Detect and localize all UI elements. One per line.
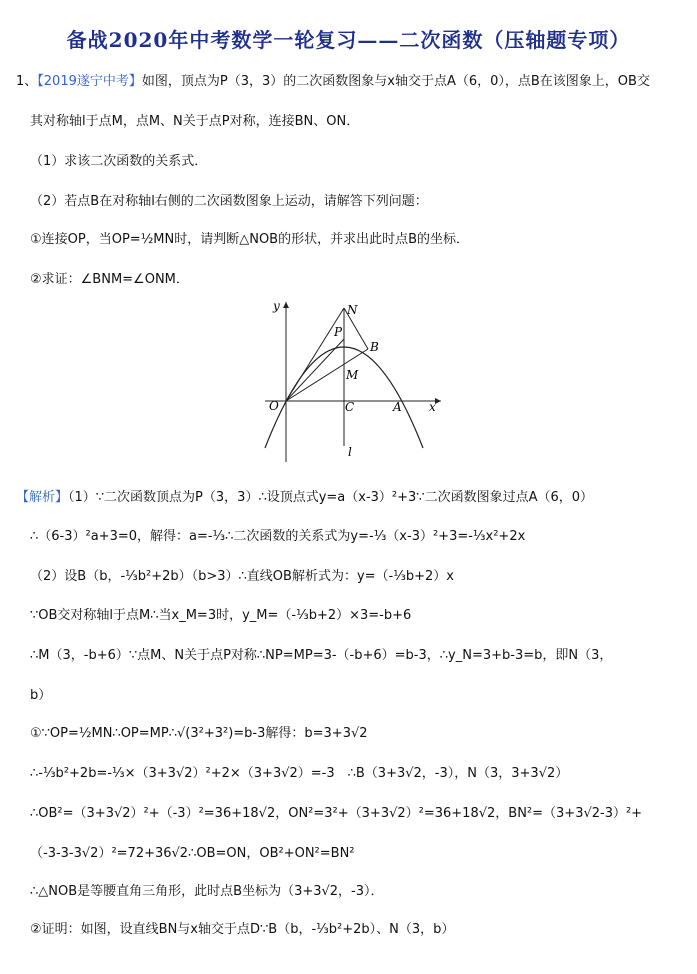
- document-title: 备战2020年中考数学一轮复习——二次函数（压轴题专项）: [66, 28, 631, 52]
- solution-line-7: ①∵OP=½MN∴OP=MP∴√(3²+3²)=b-3解得：b=3+3√2: [30, 726, 368, 741]
- question-2-part-1: ①连接OP，当OP=½MN时，请判断△NOB的形状，并求出此时点B的坐标．: [30, 232, 470, 247]
- solution-line-8: ∴-⅓b²+2b=-⅓×（3+3√2）²+2×（3+3√2）=-3 ∴B（3+3√2，-3），N（3，3+3√2）: [30, 766, 569, 781]
- solution-line-2: ∴（6-3）²a+3=0，解得：a=-⅓∴二次函数的关系式为y=-⅓（x-3）²+3=-⅓x²+2x: [30, 529, 526, 544]
- problem-statement-line-1: [16, 70, 650, 89]
- solution-line-5: ∴M（3，-b+6）∵点M、N关于点P对称∴NP=MP=3-（-b+6）=b-3，∴y_N=3+b-3=b，即N（3，: [30, 648, 613, 663]
- y-axis-arrow: [283, 302, 289, 308]
- segment-ON: [286, 308, 344, 401]
- question-2: （2）若点B在对称轴l右侧的二次函数图象上运动，请解答下列问题：: [30, 194, 428, 209]
- problem-number: 1、: [16, 74, 38, 89]
- label-A: A: [393, 400, 402, 414]
- solution-line-6: b）: [30, 688, 52, 703]
- x-axis-arrow: [435, 398, 441, 404]
- solution-line-9: ∴OB²=（3+3√2）²+（-3）²=36+18√2，ON²=3²+（3+3√2）²=36+18√2，BN²=（3+3√2-3）²+: [30, 806, 643, 821]
- solution-tag: 【解析】: [16, 490, 69, 505]
- label-l: l: [348, 445, 352, 459]
- label-P: P: [334, 325, 343, 339]
- solution-line-10: （-3-3-3√2）²=72+36√2∴OB=ON，OB²+ON²=BN²: [30, 846, 355, 861]
- label-O: O: [269, 399, 279, 413]
- label-B: B: [370, 340, 379, 354]
- figure-svg: [255, 296, 445, 466]
- label-M: M: [346, 368, 359, 382]
- solution-text-1: （1）∵二次函数顶点为P（3，3）∴设顶点式y=a（x-3）²+3∵二次函数图象过点A（6，0）: [68, 490, 593, 505]
- label-y: y: [273, 299, 280, 313]
- solution-line-11: ∴△NOB是等腰直角三角形，此时点B坐标为（3+3√2，-3）．: [30, 884, 384, 899]
- solution-line-12: ②证明：如图，设直线BN与x轴交于点D∵B（b，-⅓b²+2b）、N（3，b）: [30, 922, 455, 937]
- parabola-figure: [255, 296, 445, 466]
- solution-line-3: （2）设B（b，-⅓b²+2b）（b>3）∴直线OB解析式为：y=（-⅓b+2）x: [30, 569, 454, 584]
- solution-line-1: [16, 486, 593, 505]
- question-2-part-2: ②求证：∠BNM=∠ONM．: [30, 272, 189, 287]
- solution-line-4: ∵OB交对称轴l于点M∴当x_M=3时，y_M=（-⅓b+2）×3=-b+6: [30, 608, 412, 623]
- label-x: x: [429, 400, 436, 414]
- problem-statement-line-2: 其对称轴l于点M，点M、N关于点P对称，连接BN、ON．: [30, 114, 360, 129]
- label-N: N: [347, 303, 358, 317]
- problem-text-1: 如图，顶点为P（3，3）的二次函数图象与x轴交于点A（6，0），点B在该图象上，OB交: [141, 74, 650, 89]
- question-1: （1）求该二次函数的关系式．: [30, 154, 208, 169]
- label-C: C: [345, 400, 355, 414]
- source-tag: 【2019遂宁中考】: [37, 74, 142, 89]
